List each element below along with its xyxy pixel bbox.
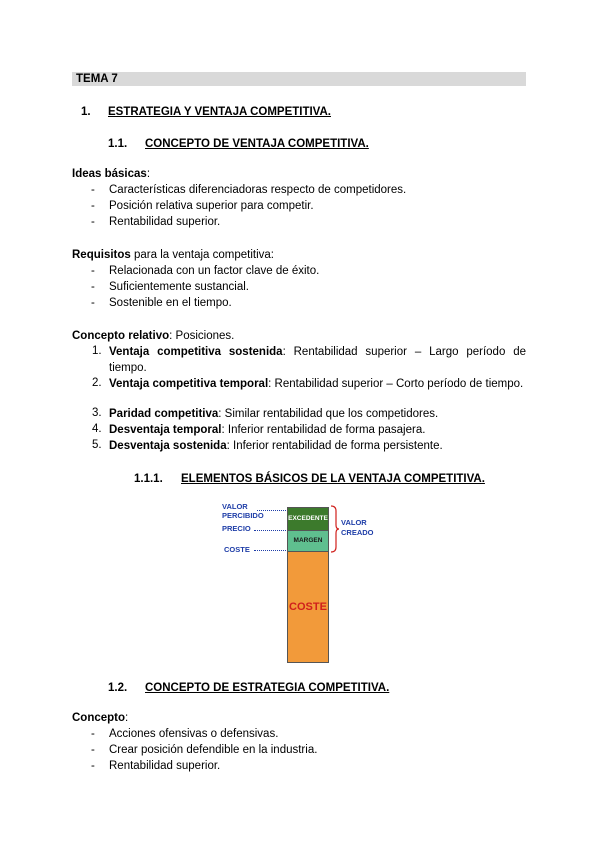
- section-1-2-number: 1.2.: [108, 682, 128, 694]
- bullet-dash: -: [91, 216, 95, 228]
- item-term: Desventaja temporal: [109, 424, 222, 436]
- section-1-number: 1.: [81, 106, 91, 118]
- concepto-relativo-suffix: : Posiciones.: [169, 330, 235, 342]
- list-item-text: Crear posición defendible en la industria.: [109, 744, 318, 756]
- bullet-dash: -: [91, 760, 95, 772]
- concepto-relativo-label: Concepto relativo: [72, 330, 170, 342]
- ordered-list-item: [0, 377, 600, 407]
- list-item-text: Posición relativa superior para competir.: [109, 200, 314, 212]
- item-number: 4.: [92, 423, 102, 435]
- concepto-relativo-heading: [72, 330, 234, 342]
- item-desc: : Similar rentabilidad que los competidores.: [218, 408, 439, 420]
- section-1-1-1-title: ELEMENTOS BÁSICOS DE LA VENTAJA COMPETITIVA.: [181, 473, 485, 485]
- requisitos-heading: [72, 249, 274, 261]
- bullet-dash: -: [91, 297, 95, 309]
- requisitos-label: Requisitos: [72, 249, 131, 261]
- concepto-heading: [72, 712, 128, 724]
- item-desc: : Inferior rentabilidad de forma pasajera.: [221, 424, 426, 436]
- tema-title: TEMA 7: [76, 73, 118, 85]
- item-term: Ventaja competitiva temporal: [109, 378, 269, 390]
- segment-excedente: EXCEDENTE: [287, 507, 329, 531]
- concepto-suffix: :: [125, 712, 129, 724]
- label-coste-left: COSTE: [224, 545, 250, 554]
- label-valor-creado-2: CREADO: [341, 528, 374, 537]
- section-1-2-title: CONCEPTO DE ESTRATEGIA COMPETITIVA.: [145, 682, 390, 694]
- item-number: 5.: [92, 439, 102, 451]
- list-item-text: Características diferenciadoras respecto de competidores.: [109, 184, 407, 196]
- bullet-dash: -: [91, 728, 95, 740]
- list-item-text: Rentabilidad superior.: [109, 760, 221, 772]
- bullet-dash: -: [91, 281, 95, 293]
- item-text: [109, 423, 526, 439]
- bullet-dash: -: [91, 265, 95, 277]
- item-term: Ventaja competitiva sostenida: [109, 346, 283, 358]
- item-text: [109, 377, 526, 393]
- dotted-leader-coste: [254, 550, 286, 551]
- dotted-leader-valor: [257, 510, 286, 511]
- dotted-leader-precio: [254, 530, 286, 531]
- valor-creado-brace-icon: [330, 505, 340, 553]
- list-item-text: Rentabilidad superior.: [109, 216, 221, 228]
- item-number: 3.: [92, 407, 102, 419]
- item-text: [109, 439, 526, 455]
- bullet-dash: -: [91, 200, 95, 212]
- tema-header-bar: [72, 72, 526, 86]
- item-desc: : Rentabilidad superior – Corto período de tiempo.: [268, 378, 524, 390]
- ordered-list-item: [0, 345, 600, 375]
- section-1-title: ESTRATEGIA Y VENTAJA COMPETITIVA.: [108, 106, 331, 118]
- item-number: 1.: [92, 345, 102, 357]
- item-term: Paridad competitiva: [109, 408, 219, 420]
- item-desc: : Inferior rentabilidad de forma persistente.: [226, 440, 443, 452]
- list-item-text: Sostenible en el tiempo.: [109, 297, 232, 309]
- ideas-heading: [72, 168, 150, 180]
- section-1-1-title: CONCEPTO DE VENTAJA COMPETITIVA.: [145, 138, 369, 150]
- list-item-text: Suficientemente sustancial.: [109, 281, 249, 293]
- section-1-1-1-number: 1.1.1.: [134, 473, 163, 485]
- item-term: Desventaja sostenida: [109, 440, 227, 452]
- list-item-text: Relacionada con un factor clave de éxito.: [109, 265, 320, 277]
- list-item-text: Acciones ofensivas o defensivas.: [109, 728, 279, 740]
- item-text: [109, 407, 526, 423]
- requisitos-suffix: para la ventaja competitiva:: [130, 249, 274, 261]
- label-percibido: PERCIBIDO: [222, 511, 264, 520]
- item-desc: : Rentabilidad superior – Largo período de tiempo.: [109, 346, 526, 374]
- ideas-suffix: :: [146, 168, 151, 180]
- label-precio: PRECIO: [222, 524, 251, 533]
- concepto-label: Concepto: [72, 712, 126, 724]
- bullet-dash: -: [91, 184, 95, 196]
- item-number: 2.: [92, 377, 102, 389]
- ideas-label: Ideas básicas: [72, 168, 147, 180]
- label-valor-creado-1: VALOR: [341, 518, 367, 527]
- segment-margen: MARGEN: [287, 530, 329, 552]
- section-1-1-number: 1.1.: [108, 138, 128, 150]
- label-valor: VALOR: [222, 502, 248, 511]
- item-text: [109, 345, 526, 376]
- bullet-dash: -: [91, 744, 95, 756]
- segment-coste: COSTE: [287, 551, 329, 663]
